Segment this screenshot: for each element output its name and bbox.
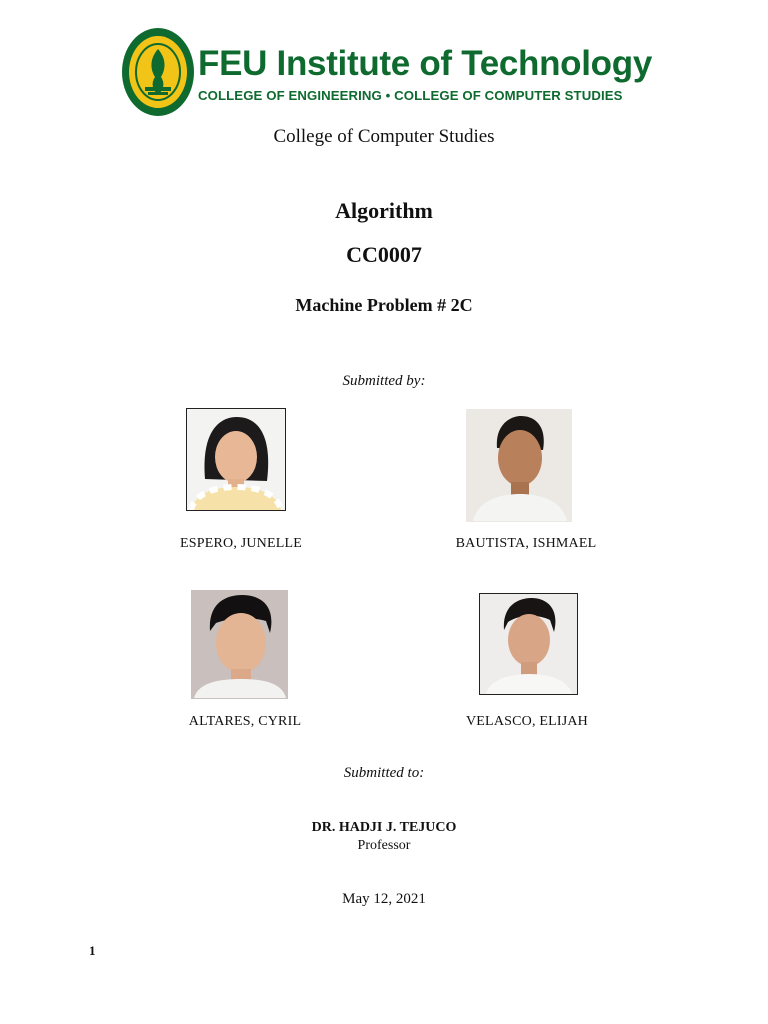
institution-colleges: COLLEGE OF ENGINEERING • COLLEGE OF COMPUTER STUDIES [198,88,623,103]
member-name: VELASCO, ELIJAH [466,714,588,729]
course-code: CC0007 [346,242,422,267]
college-name: College of Computer Studies [273,126,495,147]
submission-date: May 12, 2021 [342,891,426,907]
professor-name: DR. HADJI J. TEJUCO [311,820,457,835]
submitted-by-label: Submitted by: [342,373,426,389]
member-name: BAUTISTA, ISHMAEL [455,536,597,551]
professor-role: Professor [357,838,411,853]
student-photo [186,408,286,511]
course-title: Algorithm [335,198,433,223]
student-photo [466,409,572,522]
member-name: ALTARES, CYRIL [188,714,302,729]
assignment-title: Machine Problem # 2C [295,295,473,315]
submitted-to-label: Submitted to: [343,765,425,781]
page-number: 1 [89,943,96,958]
student-photo [191,590,288,699]
feu-seal-logo [121,27,195,117]
student-photo [479,593,578,695]
institution-name: FEU Institute of Technology [198,44,653,83]
member-name: ESPERO, JUNELLE [180,536,302,551]
